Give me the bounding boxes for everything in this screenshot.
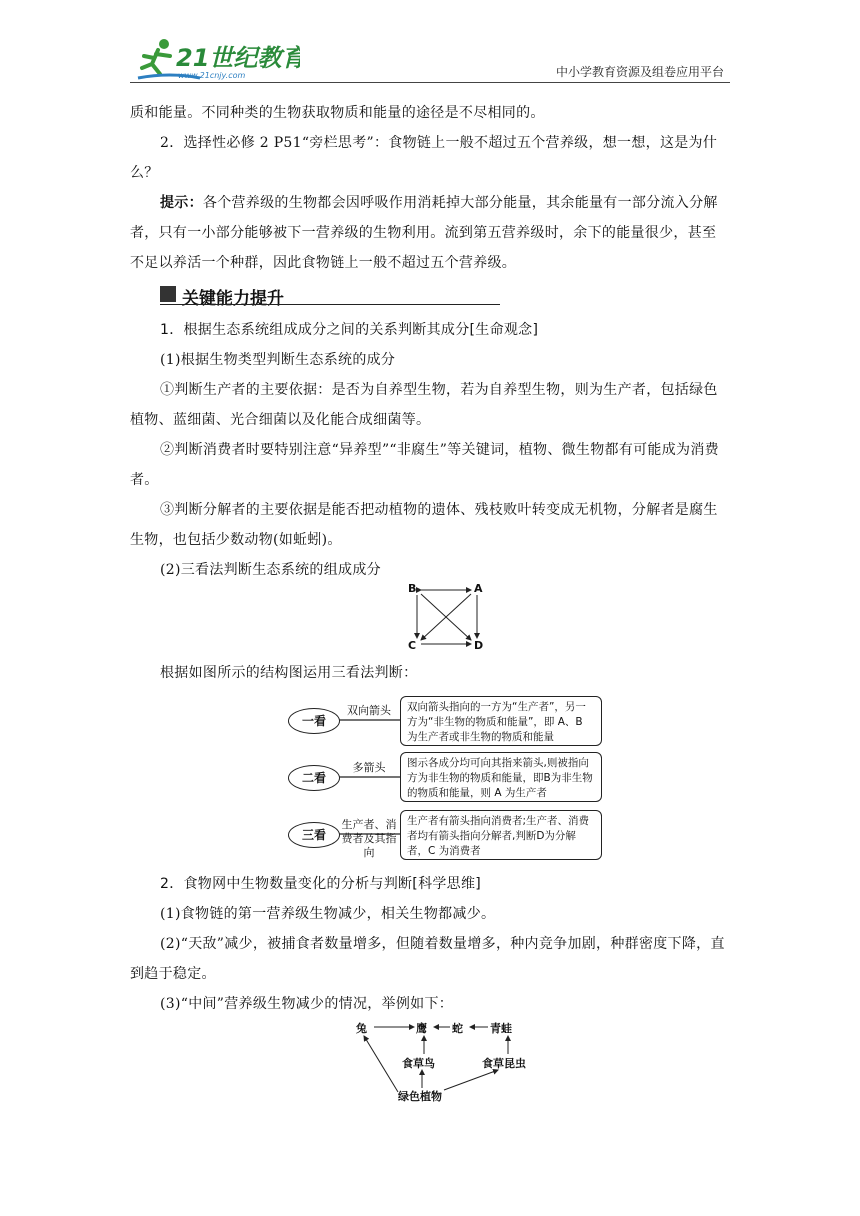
step-1-label: 双向箭头 [347,704,391,717]
item2-title: 2．食物网中生物数量变化的分析与判断[科学思维] [160,876,482,892]
hint-text: 各个营养级的生物都会因呼吸作用消耗掉大部分能量，其余能量有一部分流入分解者，只有一小部分能够被下一营养级的生物利用。流到第五营养级时，余下的能量很少，甚至不足以养活一个种群，因此食物链上一般不超过五个营养级。 [130,195,718,271]
section-body-1 [130,315,730,585]
three-look-flowchart [288,694,608,864]
step-3-oval: 三看 [288,822,340,848]
node-snake: 蛇 [452,1022,463,1035]
step-3-label: 生产者、消费者及其指向 [341,818,397,859]
node-frog: 青蛙 [490,1022,512,1035]
node-bird: 食草鸟 [402,1057,435,1070]
section-title: 关键能力提升 [182,289,284,309]
logo-text: 21世纪教育 [176,44,300,72]
logo-url: www.21cnjy.com [178,71,246,80]
abcd-diagram [405,582,485,654]
hint-paragraph [130,188,730,278]
diagram-caption-block [130,658,730,688]
step-2-label: 多箭头 [352,761,386,774]
step-2-box: 图示各成分均可向其指来箭头,则被指向方为非生物的物质和能量，即B为非生物的物质和能量，则 A 为生产者 [400,752,602,802]
section-underline [160,304,500,305]
step-3-box: 生产者有箭头指向消费者;生产者、消费者均有箭头指向分解者,判断D为分解者，C 为消费者 [400,810,602,860]
site-logo [130,34,300,84]
node-c: C [408,639,417,652]
step-1-oval: 一看 [288,708,340,734]
sub2: (2)三看法判断生态系统的组成成分 [160,562,381,578]
criterion-consumer: ②判断消费者时要特别注意“异养型”“非腐生”等关键词，植物、微生物都有可能成为消费者。 [130,442,719,488]
criterion-producer: ①判断生产者的主要依据：是否为自养型生物，若为自养型生物，则为生产者，包括绿色植物、蓝细菌、光合细菌以及化能合成细菌等。 [130,382,718,428]
node-eagle: 鹰 [416,1022,427,1035]
node-plant: 绿色植物 [398,1090,442,1103]
intro-block [130,98,730,278]
runner-logo-icon [130,34,300,84]
step-1-box: 双向箭头指向的一方为“生产者”，另一方为“非生物的物质和能量”，即 A、B 为生产者或非生物的物质和能量 [400,696,602,746]
header-divider [130,82,730,83]
diagram-caption: 根据如图所示的结构图运用三看法判断： [160,665,418,681]
point-3: (3)“中间”营养级生物减少的情况，举例如下： [160,996,454,1012]
question-2: 2．选择性必修 2 P51“旁栏思考”：食物链上一般不超过五个营养级，想一想，这是为什么？ [130,135,718,181]
criterion-decomposer: ③判断分解者的主要依据是能否把动植物的遗体、残枝败叶转变成无机物，分解者是腐生生物，也包括少数动物(如蚯蚓)。 [130,502,718,548]
point-1: (1)食物链的第一营养级生物减少，相关生物都减少。 [160,906,496,922]
item1-title: 1．根据生态系统组成成分之间的关系判断其成分[生命观念] [160,322,539,338]
node-rabbit: 兔 [356,1022,367,1035]
node-a: A [474,582,483,595]
hint-label: 提示： [160,195,203,211]
point-2: (2)“天敌”减少，被捕食者数量增多，但随着数量增多，种内竞争加剧，种群密度下降，直到趋于稳定。 [130,936,725,982]
node-insect: 食草昆虫 [482,1057,526,1070]
node-d: D [474,639,484,652]
platform-name: 中小学教育资源及组卷应用平台 [555,65,724,79]
food-web-diagram [350,1016,550,1106]
intro-line: 质和能量。不同种类的生物获取物质和能量的途径是不尽相同的。 [130,105,545,121]
sub1: (1)根据生物类型判断生态系统的成分 [160,352,396,368]
step-2-oval: 二看 [288,765,340,791]
node-b: B [408,582,417,595]
section-body-2 [130,869,730,1019]
